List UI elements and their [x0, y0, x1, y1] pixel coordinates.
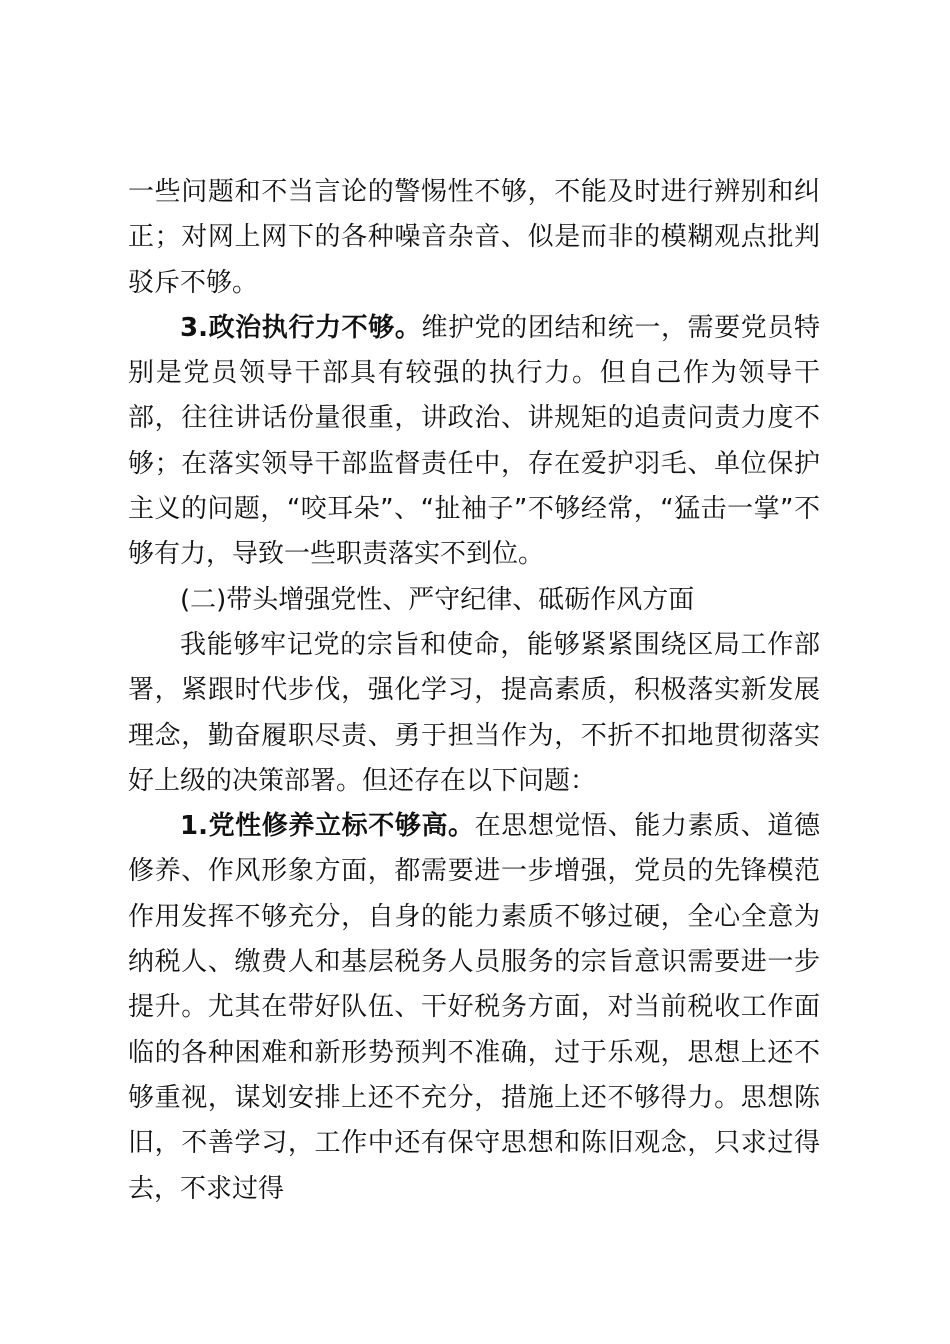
paragraph-text: 在思想觉悟、能力素质、道德修养、作风形象方面，都需要进一步增强，党员的先锋模范作用发挥不够充分，自身的能力素质不够过硬，全心全意为纳税人、缴费人和基层税务人员服务的宗旨意识需要进一步提升。尤其在带好队伍、干好税务方面，对当前税收工作面临的各种困难和新形势预判不准确，过于乐观，思想上还不够重视，谋划安排上还不充分，措施上还不够得力。思想陈旧，不善学习，工作中还有保守思想和陈旧观念，只求过得去，不求过得	[128, 811, 820, 1204]
section-heading	[128, 578, 820, 623]
paragraph-text: 一些问题和不当言论的警惕性不够，不能及时进行辨别和纠正；对网上网下的各种噪音杂音、似是而非的模糊观点批判驳斥不够。	[128, 177, 820, 298]
paragraph-continuation	[128, 170, 820, 306]
paragraph-intro	[128, 623, 820, 804]
paragraph-text: 维护党的团结和统一，需要党员特别是党员领导干部具有较强的执行力。但自己作为领导干部，往往讲话份量很重，讲政治、讲规矩的追责问责力度不够；在落实领导干部监督责任中，存在爱护羽毛、单位保护主义的问题，“咬耳朵”、“扯袖子”不够经常，“猛击一掌”不够有力，导致一些职责落实不到位。	[128, 312, 820, 570]
paragraph-text: 我能够牢记党的宗旨和使命，能够紧紧围绕区局工作部署，紧跟时代步伐，强化学习，提高素质，积极落实新发展理念，勤奋履职尽责、勇于担当作为，不折不扣地贯彻落实好上级的决策部署。但还存在以下问题：	[128, 629, 820, 796]
paragraph-party-spirit	[128, 804, 820, 1212]
section-heading-text: (二)带头增强党性、严守纪律、砥砺作风方面	[180, 584, 695, 615]
paragraph-heading: 3.政治执行力不够。	[180, 312, 422, 343]
paragraph-heading: 1.党性修养立标不够高。	[180, 811, 475, 842]
paragraph-political-execution	[128, 306, 820, 578]
document-page	[128, 170, 820, 1212]
